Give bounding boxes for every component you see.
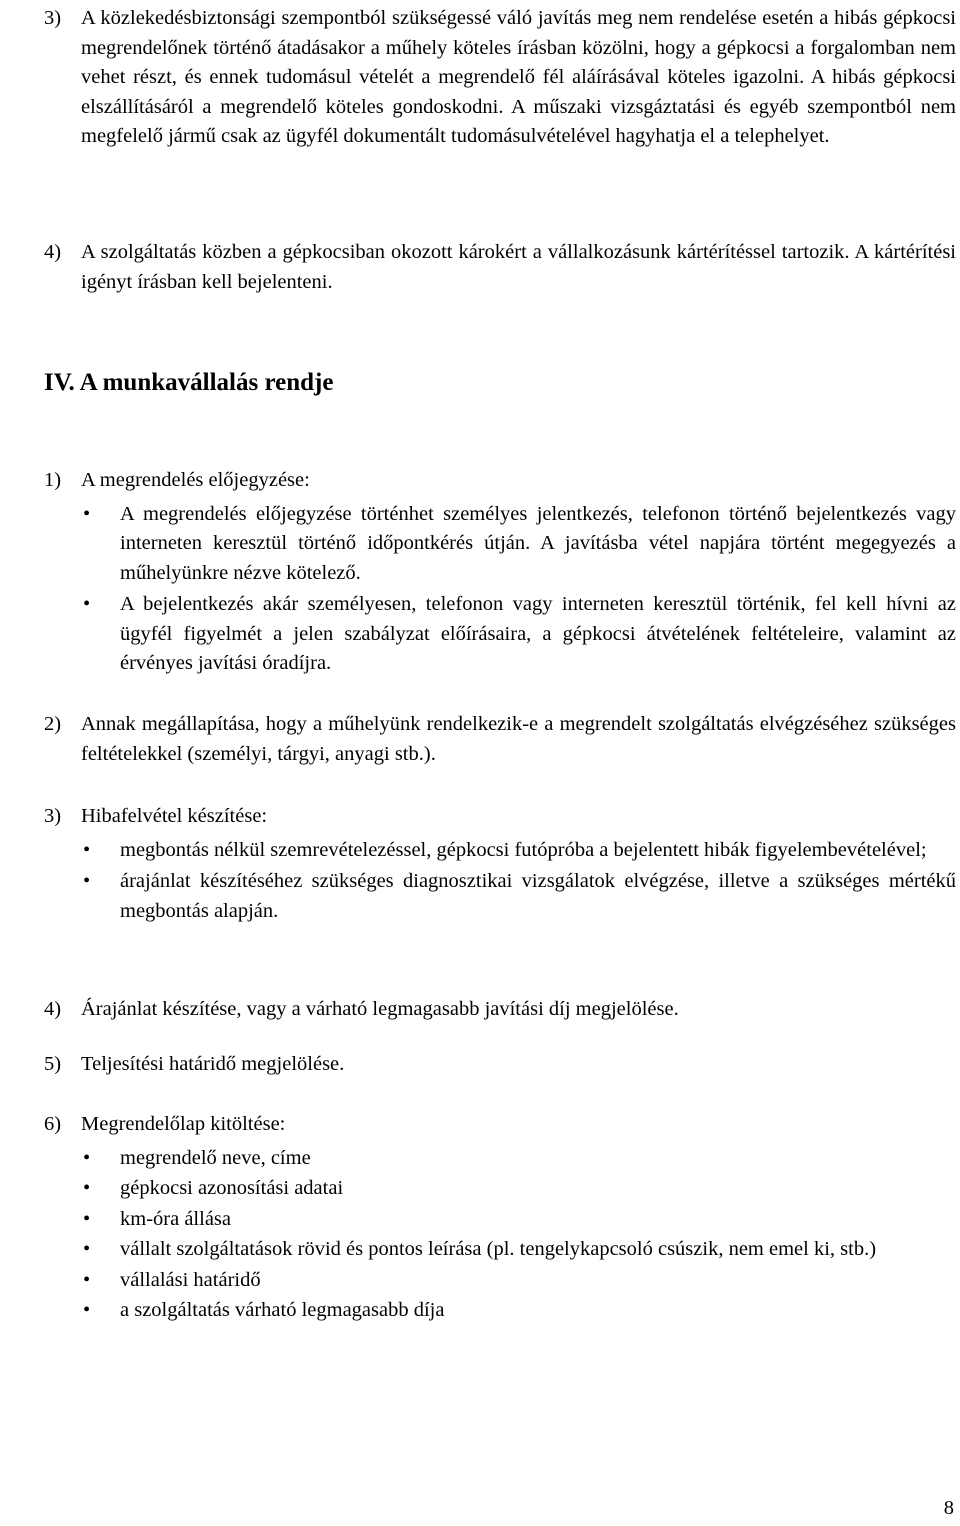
item-number: 3) <box>44 7 62 29</box>
step-title: A megrendelés előjegyzése: <box>81 469 310 491</box>
list-item: • A megrendelés előjegyzése történhet személyes jelentkezés, telefonon történő bejelentkezés vagy interneten keresztül történő időpontkérés útján. A javításba vétel napjára történt megegyezés a műhelyünkre nézve kötelező. <box>81 500 956 589</box>
step-number: 3) <box>44 805 62 827</box>
list-item: • vállalt szolgáltatások rövid és pontos leírása (pl. tengelykapcsoló csúszik, nem emel ki, stb.) <box>81 1235 956 1265</box>
list-item: • megrendelő neve, címe <box>81 1144 956 1174</box>
step-title: Teljesítési határidő megjelölése. <box>81 1053 345 1075</box>
bullet-icon: • <box>83 593 91 615</box>
bullet-icon: • <box>83 1146 91 1169</box>
step-number: 1) <box>44 469 62 491</box>
bullet-icon: • <box>83 1268 91 1291</box>
item-text: A szolgáltatás közben a gépkocsiban okozott károkért a vállalkozásunk kártérítéssel tartozik. A kártérítési igényt írásban kell bejelenteni. <box>81 241 956 293</box>
bullet-list <box>81 1144 956 1326</box>
step-number: 5) <box>44 1053 62 1075</box>
step-3 <box>44 802 956 926</box>
bullet-icon: • <box>83 1207 91 1230</box>
bullet-icon: • <box>83 1177 91 1199</box>
list-item: • km-óra állása <box>81 1205 956 1235</box>
paragraph-item-4 <box>44 238 956 297</box>
page-number: 8 <box>943 1497 954 1519</box>
step-5 <box>44 1050 956 1080</box>
list-item: • gépkocsi azonosítási adatai <box>81 1174 956 1204</box>
bullet-list <box>81 500 956 679</box>
step-number: 6) <box>44 1113 62 1135</box>
list-item: • A bejelentkezés akár személyesen, telefonon vagy interneten keresztül történik, fel kell hívni az ügyfél figyelmét a jelen szabályzat előírásaira, a gépkocsi átvételének feltételeire, valamint az érvényes javítási óradíjra. <box>81 590 956 679</box>
bullet-icon: • <box>83 838 91 861</box>
step-title: Megrendelőlap kitöltése: <box>81 1113 286 1135</box>
step-2 <box>44 710 956 769</box>
bullet-list <box>81 836 956 927</box>
bullet-icon: • <box>83 502 91 525</box>
step-title: Hibafelvétel készítése: <box>81 805 268 827</box>
step-6 <box>44 1110 956 1326</box>
step-title: Árajánlat készítése, vagy a várható legmagasabb javítási díj megjelölése. <box>81 998 679 1020</box>
list-item: • árajánlat készítéséhez szükséges diagnosztikai vizsgálatok elvégzése, illetve a szükséges mértékű megbontás alapján. <box>81 867 956 926</box>
paragraph-item-3 <box>44 4 956 152</box>
step-number: 2) <box>44 713 62 735</box>
list-item: • megbontás nélkül szemrevételezéssel, gépkocsi futópróba a bejelentett hibák figyelembevételével; <box>81 836 956 866</box>
item-number: 4) <box>44 241 62 263</box>
step-number: 4) <box>44 998 62 1020</box>
bullet-icon: • <box>83 1299 91 1321</box>
step-title: Annak megállapítása, hogy a műhelyünk rendelkezik-e a megrendelt szolgáltatás elvégzéséhez szükséges feltételekkel (személyi, tárgyi, anyagi stb.). <box>81 713 956 765</box>
step-1 <box>44 466 956 679</box>
step-4 <box>44 995 956 1025</box>
bullet-icon: • <box>83 1238 91 1260</box>
list-item: • vállalási határidő <box>81 1266 956 1296</box>
bullet-icon: • <box>83 870 91 892</box>
section-heading: IV. A munkavállalás rendje <box>44 369 334 396</box>
list-item: • a szolgáltatás várható legmagasabb díja <box>81 1296 956 1326</box>
item-text: A közlekedésbiztonsági szempontból szükségessé váló javítás meg nem rendelése esetén a hibás gépkocsi megrendelőnek történő átadásakor a műhely köteles írásban közölni, hogy a gépkocsi a forgalomban nem vehet részt, és ennek tudomásul vételét a megrendelő fél aláírásával köteles igazolni. A hibás gépkocsi elszállításáról a megrendelő köteles gondoskodni. A műszaki vizsgáztatási és egyéb szempontból nem megfelelő jármű csak az ügyfél dokumentált tudomásulvételével hagyhatja el a telephelyet. <box>81 7 956 147</box>
